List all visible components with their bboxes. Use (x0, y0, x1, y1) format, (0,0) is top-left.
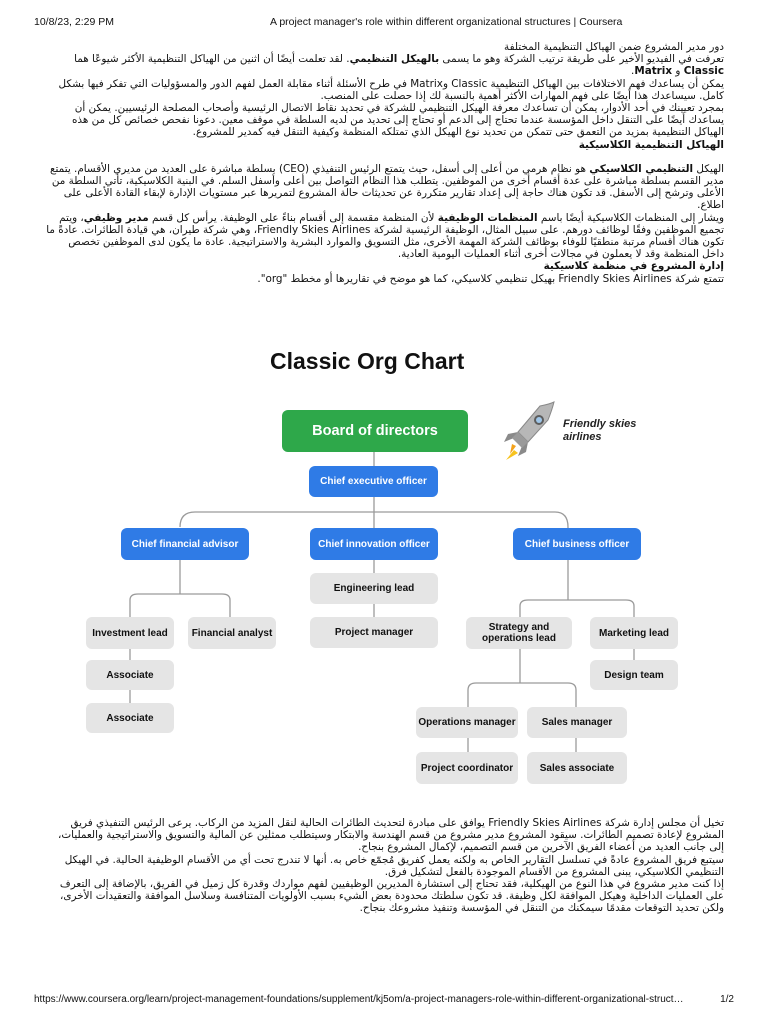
financial-analyst-box: Financial analyst (188, 617, 276, 649)
project-coordinator-box: Project coordinator (416, 752, 518, 784)
ceo-box: Chief executive officer (309, 466, 438, 497)
engineering-lead-box: Engineering lead (310, 573, 438, 604)
print-datetime: 10/8/23, 2:29 PM (34, 16, 114, 28)
reporting-paragraph: سيتبع فريق المشروع عادةً في تسلسل التقارير الخاص به ولكنه يعمل كفريق مُجمّع خاص به. أنها لا تندرج تحت أي من الأقسام الوظيفية الحالية. في الهيكل التنظيمي الكلاسيكي، يبنى المشروع من الأقسام الموجودة بالفعل لتشكيل فرق. (64, 853, 724, 878)
classic-structures-heading: الهياكل التنظيمية الكلاسيكية (578, 138, 724, 151)
functional-org-paragraph: ويشار إلى المنظمات الكلاسيكية أيضًا باسم المنظمات الوظيفية لأن المنظمة مقسمة إلى أقسام بناءً على الوظيفة. يرأس كل قسم مدير وظيفي، ويتم تجميع الموظفين وفقًا لوظائف دورهم. على سبيل المثال، الوظيفة الرئيسية لشركة Friendly Skies Airlines، وهي شركة طيران، هي قيادة الطائرات. عادةً ما تكون هناك أقسام مرتبة منطقيًا للوفاء بوظائف الشركة المهمة الأخرى، مثل التسويق والموارد البشرية والاستراتيجية. عادة ما يكون لدى الموظفين تخصص داخل المنظمة وقد لا يعملون في مجالات أخرى أثناء العمليات اليومية العادية. (46, 211, 724, 261)
board-of-directors-box: Board of directors (282, 410, 468, 452)
brand-name: Friendly skies airlines (563, 418, 637, 443)
sales-associate-box: Sales associate (527, 752, 627, 784)
article-top (44, 41, 724, 285)
classic-definition-paragraph: الهيكل التنظيمي الكلاسيكي هو نظام هرمي من أعلى إلى أسفل، حيث يتمتع الرئيس التنفيذي (CEO) بسلطة مباشرة على العديد من مديري الأقسام. يتمتع مدير القسم بسلطة مباشرة على عدة أقسام أخرى من الموظفين. يتطلب هذا النظام التواصل بين أعلى وأسفل السلم. في البنية الكلاسيكية، تأتي السلطة من الأعلى وترشح إلى الأسفل. قد تكون هناك حاجة إلى إعداد تقارير متكررة عن تحديثات حالة المشروع لتمريرها عبر مستويات الإدارة لإبقاء القادة الأعلى على اطلاع. (50, 162, 724, 212)
intro-paragraph: تعرفت في الفيديو الأخير على طريقة ترتيب الشركة وهو ما يسمى بالهيكل التنظيمي. لقد تعلمت أيضًا أن اثنين من الهياكل التنظيمية الأكثر شيوعًا هما Classic و Matrix. (74, 53, 724, 78)
sales-manager-box: Sales manager (527, 707, 627, 738)
navigation-paragraph: بمجرد تعيينك في أحد الأدوار، يمكن أن تساعدك معرفة الهيكل التنظيمي للشركة في تحديد نقاط الاتصال الرئيسية وأصحاب المصلحة الرئيسيين. يمكن أن يساعدك أيضًا على التنقل داخل المؤسسة عندما تحتاج إلى الدعم أو تحتاج إلى تحديد من لديه السلطة في موقف معين. دعونا نفحص خصائص كل من هذه الهياكل التنظيمية بمزيد من التعمق حتى تتمكن من تحديد نوع الهيكل الذي تمتلكه المنظمة وكيفية التنقل فيه كمدير للمشروع. (71, 102, 724, 139)
org-chart-intro-paragraph: تتمتع شركة Friendly Skies Airlines بهيكل تنظيمي كلاسيكي، كما هو موضح في تقاريرها أو مخطط "org". (257, 272, 724, 285)
rocket-icon (498, 398, 558, 466)
print-page-title: A project manager's role within different organizational structures | Coursera (270, 16, 623, 28)
pm-classic-heading: إدارة المشروع في منظمة كلاسيكية (543, 260, 724, 273)
chart-title: Classic Org Chart (270, 348, 465, 374)
project-manager-box: Project manager (310, 617, 438, 648)
cbo-box: Chief business officer (513, 528, 641, 560)
design-team-box: Design team (590, 660, 678, 690)
page-url: https://www.coursera.org/learn/project-management-foundations/supplement/kj5om/a-project-managers-role-within-different-organizational-struct… (34, 994, 684, 1005)
associate-box: Associate (86, 703, 174, 733)
operations-manager-box: Operations manager (416, 707, 518, 738)
page-number: 1/2 (720, 994, 734, 1005)
investment-lead-box: Investment lead (86, 617, 174, 649)
cfa-box: Chief financial advisor (121, 528, 249, 560)
differences-paragraph: يمكن أن يساعدك فهم الاختلافات بين الهياكل التنظيمية Classic وMatrix في طرح الأسئلة أثناء مقابلة العمل لفهم الدور والمسؤوليات التي تفكر فيها بشكل كامل. سيساعدك هذا أيضًا على فهم المهارات الأكثر أهمية بالنسبة لك إذا حصلت على المنصب. (58, 77, 724, 102)
article-bottom (44, 817, 724, 915)
pm-advice-paragraph: إذا كنت مدير مشروع في هذا النوع من الهيكلية، فقد تحتاج إلى استشارة المديرين الوظيفيين لفهم مواردك وقدرة كل زميل في الفريق، بالإضافة إلى التعرف على العمليات الداخلية وهيكل الموافقة لكل وظيفة. قد تكون سلطتك محدودة بعض الشيء بسبب الأولويات المتنافسة وسلاسل الموافقة والتعقيدات الأخرى، ولكن تحديد التوقعات مقدمًا سيمكنك من التنقل في المؤسسة وتنفيذ مشروعك بنجاح. (59, 878, 724, 915)
marketing-lead-box: Marketing lead (590, 617, 678, 649)
strategy-operations-lead-box: Strategy and operations lead (466, 617, 572, 649)
classic-org-chart (0, 330, 768, 800)
cio-box: Chief innovation officer (310, 528, 438, 560)
initiative-paragraph: تخيل أن مجلس إدارة شركة Friendly Skies Airlines يوافق على مبادرة لتحديث الطائرات الحالية لنقل المزيد من الركاب. يرعى الرئيس التنفيذي فريق المشروع لإعادة تصميم الطائرات. سيقود المشروع مدير مشروع من قسم الهندسة والابتكار وسيتطلب ممثلين عن المالية والتسويق والاستراتيجية والعمليات، إلى جانب العديد من أعضاء الفريق الآخرين من قسم التصميم، لإكمال المشروع بنجاح. (58, 817, 724, 854)
article-title: دور مدير المشروع ضمن الهياكل التنظيمية المختلفة (504, 41, 724, 53)
associate-box: Associate (86, 660, 174, 690)
